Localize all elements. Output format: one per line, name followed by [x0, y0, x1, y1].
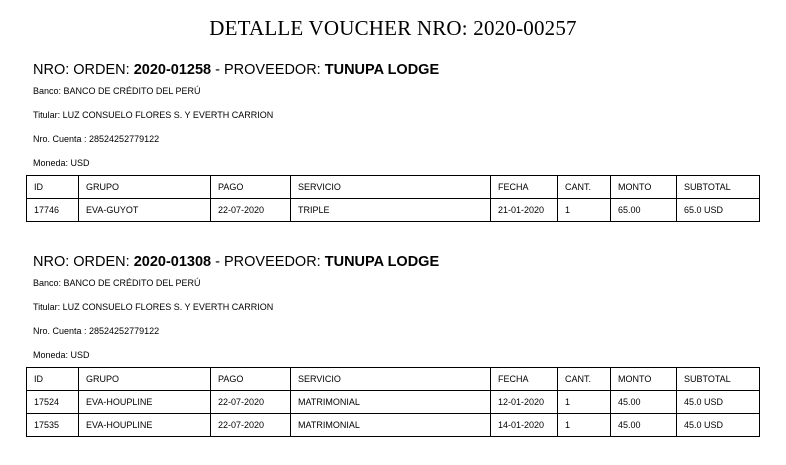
table-row	[27, 391, 760, 414]
cell-monto: 65.00	[611, 199, 677, 222]
provider-name: TUNUPA LODGE	[324, 62, 440, 78]
cell-id: 17535	[27, 414, 79, 437]
cell-cant: 1	[558, 391, 611, 414]
provider-label: - PROVEEDOR:	[211, 254, 325, 270]
bank-line: Banco: BANCO DE CRÉDITO DEL PERÚ	[33, 86, 201, 96]
holder-line: Titular: LUZ CONSUELO FLORES S. Y EVERTH CARRION	[33, 110, 274, 120]
cell-id: 17746	[27, 199, 79, 222]
order-number: 2020-01308	[133, 254, 212, 270]
column-header: FECHA	[491, 176, 558, 199]
order-label: NRO: ORDEN:	[33, 62, 134, 78]
column-header: SERVICIO	[291, 368, 491, 391]
cell-pago: 22-07-2020	[211, 199, 291, 222]
column-header: SERVICIO	[291, 176, 491, 199]
currency-line: Moneda: USD	[33, 350, 90, 360]
column-header: SUBTOTAL	[677, 176, 760, 199]
column-header: GRUPO	[79, 368, 211, 391]
cell-grupo: EVA-HOUPLINE	[79, 391, 211, 414]
table-row	[27, 414, 760, 437]
column-header: MONTO	[611, 176, 677, 199]
column-header: CANT.	[558, 368, 611, 391]
order-label: NRO: ORDEN:	[33, 254, 134, 270]
order-number: 2020-01258	[133, 62, 212, 78]
bank-line: Banco: BANCO DE CRÉDITO DEL PERÚ	[33, 278, 201, 288]
column-header: CANT.	[558, 176, 611, 199]
currency-line: Moneda: USD	[33, 158, 90, 168]
table-header-row	[27, 176, 760, 199]
page-title: DETALLE VOUCHER NRO: 2020-00257	[209, 16, 577, 40]
cell-cant: 1	[558, 414, 611, 437]
cell-subtotal: 45.0 USD	[677, 391, 760, 414]
cell-monto: 45.00	[611, 414, 677, 437]
cell-subtotal: 45.0 USD	[677, 414, 760, 437]
holder-line: Titular: LUZ CONSUELO FLORES S. Y EVERTH CARRION	[33, 302, 274, 312]
column-header: MONTO	[611, 368, 677, 391]
cell-grupo: EVA-HOUPLINE	[79, 414, 211, 437]
column-header: FECHA	[491, 368, 558, 391]
services-table	[26, 367, 760, 437]
order-heading	[33, 254, 439, 270]
account-line: Nro. Cuenta : 28524252779122	[33, 326, 160, 336]
cell-cant: 1	[558, 199, 611, 222]
column-header: SUBTOTAL	[677, 368, 760, 391]
column-header: ID	[27, 176, 79, 199]
cell-servicio: TRIPLE	[291, 199, 491, 222]
account-line: Nro. Cuenta : 28524252779122	[33, 134, 160, 144]
cell-subtotal: 65.0 USD	[677, 199, 760, 222]
cell-servicio: MATRIMONIAL	[291, 414, 491, 437]
table-row	[27, 199, 760, 222]
table-header-row	[27, 368, 760, 391]
column-header: PAGO	[211, 368, 291, 391]
order-heading	[33, 62, 439, 78]
column-header: GRUPO	[79, 176, 211, 199]
cell-servicio: MATRIMONIAL	[291, 391, 491, 414]
cell-fecha: 21-01-2020	[491, 199, 558, 222]
cell-monto: 45.00	[611, 391, 677, 414]
cell-fecha: 14-01-2020	[491, 414, 558, 437]
cell-pago: 22-07-2020	[211, 414, 291, 437]
cell-pago: 22-07-2020	[211, 391, 291, 414]
provider-label: - PROVEEDOR:	[211, 62, 325, 78]
provider-name: TUNUPA LODGE	[324, 254, 440, 270]
column-header: PAGO	[211, 176, 291, 199]
cell-grupo: EVA-GUYOT	[79, 199, 211, 222]
services-table	[26, 175, 760, 222]
column-header: ID	[27, 368, 79, 391]
cell-fecha: 12-01-2020	[491, 391, 558, 414]
cell-id: 17524	[27, 391, 79, 414]
